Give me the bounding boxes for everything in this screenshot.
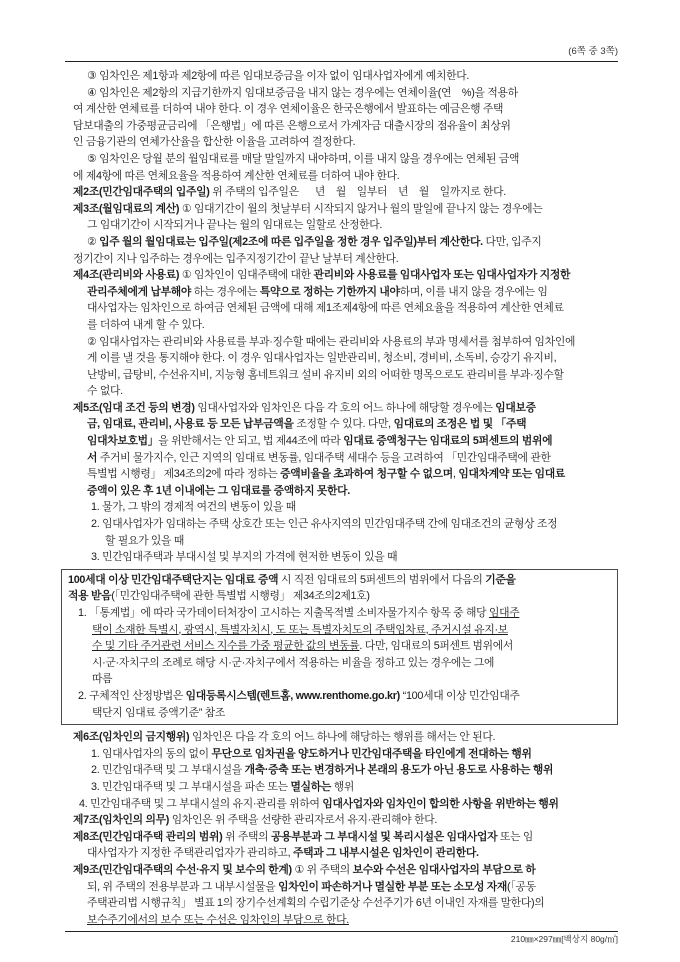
doc-line: 1. 「통계법」에 따라 국가데이터처장이 고시하는 지출목적별 소비자물가지수 항목 중 해당 임대주 bbox=[78, 607, 520, 619]
doc-line: 2. 민간임대주택 및 그 부대시설을 개축·증축 또는 변경하거나 본래의 용도가 아닌 용도로 사용하는 행위 bbox=[91, 764, 554, 777]
doc-line: 할 필요가 있을 때 bbox=[105, 534, 185, 547]
doc-line: 제4조(관리비와 사용료) ① 임차인이 임대주택에 대한 관리비와 사용료를 임대사업자 또는 임대사업자가 지정한 bbox=[73, 269, 571, 282]
clauses-before-box bbox=[65, 68, 618, 566]
doc-line: 대사업자가 지정한 주택관리업자가 관리하고, 주택과 그 내부시설은 임차인이 관리한다. bbox=[87, 847, 479, 860]
page-indicator: (6쪽 중 3쪽) bbox=[568, 46, 618, 57]
doc-line: ④ 임차인은 제2항의 지급기한까지 임대보증금을 내지 않는 경우에는 연체이율(연 %)을 적용하 bbox=[87, 86, 518, 99]
doc-line: 택단지 임대료 증액기준” 참조 bbox=[92, 706, 225, 719]
doc-line: 특별법 시행령」 제34조의2에 따라 정하는 증액비율을 초과하여 청구할 수 없으며, 임대차계약 또는 임대료 bbox=[87, 468, 566, 481]
doc-line: 게 이를 낼 것을 통지해야 한다. 이 경우 임대사업자는 일반관리비, 청소비, 경비비, 소독비, 승강기 유지비, bbox=[87, 352, 557, 365]
doc-line: 관리주체에게 납부해야 하는 경우에는 특약으로 정하는 기한까지 내야하며, 이를 내지 않을 경우에는 임 bbox=[87, 285, 548, 298]
doc-line: 인 금융기관의 연체가산율을 합산한 이율을 고려하여 결정한다. bbox=[73, 136, 356, 149]
doc-line: 3. 민간임대주택 및 그 부대시설을 파손 또는 멸실하는 행위 bbox=[91, 780, 355, 793]
document-body bbox=[65, 62, 618, 928]
doc-line: 증액이 있은 후 1년 이내에는 그 임대료를 증액하지 못한다. bbox=[87, 484, 350, 497]
doc-line: 제9조(민간임대주택의 수선·유지 및 보수의 한계) ① 위 주택의 보수와 수선은 임대사업자의 부담으로 하 bbox=[73, 863, 536, 876]
doc-line: 주택관리법 시행규칙」 별표 1의 장기수선계획의 수립기준상 수선주기가 6년 이내인 자재를 말한다)의 bbox=[87, 897, 545, 910]
doc-line: 담보대출의 가중평균금리에 「은행법」에 따른 은행으로서 가계자금 대출시장의 점유율이 최상위 bbox=[73, 119, 511, 132]
doc-line: ② 임대사업자는 관리비와 사용료를 부과·징수할 때에는 관리비와 사용료의 부과 명세서를 첨부하여 임차인에 bbox=[87, 335, 576, 348]
doc-line: ⑤ 임차인은 당월 분의 월임대료를 매달 말일까지 내야하며, 이를 내지 않을 경우에는 연체된 금액 bbox=[87, 152, 520, 165]
doc-line: 정기간이 지나 입주하는 경우에는 입주지정기간이 끝난 날부터 계산한다. bbox=[73, 252, 399, 265]
clauses-after-box bbox=[65, 729, 618, 928]
doc-line: 서 주거비 물가지수, 인근 지역의 임대료 변동률, 임대주택 세대수 등을 고려하여 「민간임대주택에 관한 bbox=[87, 451, 551, 464]
doc-line: 제3조(월임대료의 계산) ① 임대기간이 월의 첫날부터 시작되지 않거나 월의 말일에 끝나지 않는 경우에는 bbox=[73, 202, 543, 215]
doc-line: 여 계산한 연체료를 더하여 내야 한다. 이 경우 연체이율은 한국은행에서 발표하는 예금은행 주택 bbox=[73, 103, 504, 116]
doc-line: 를 더하여 내게 할 수 있다. bbox=[87, 318, 205, 331]
doc-line: 에 제4항에 따른 연체요율을 적용하여 계산한 연체료를 더하여 내야 한다. bbox=[73, 169, 400, 182]
doc-line: 적용 받음(「민간임대주택에 관한 특별법 시행령」 제34조의2제1호) bbox=[68, 590, 370, 603]
doc-line: 1. 물가, 그 밖의 경제적 여건의 변동이 있을 때 bbox=[91, 501, 296, 514]
doc-line: 대사업자는 임차인으로 하여금 연체된 금액에 대해 제1조제4항에 따른 연체요율을 적용하여 계산한 연체료 bbox=[87, 302, 564, 315]
doc-line: 100세대 이상 민간임대주택단지는 임대료 증액 시 직전 임대료의 5퍼센트의 범위에서 다음의 기준을 bbox=[68, 573, 516, 586]
doc-line: 금, 임대료, 관리비, 사용료 등 모든 납부금액을 조정할 수 있다. 다만, 임대료의 조정은 법 및 「주택 bbox=[87, 418, 527, 431]
doc-line: 4. 민간임대주택 및 그 부대시설의 유지·관리를 위하여 임대사업자와 임차인이 합의한 사항을 위반하는 행위 bbox=[79, 797, 559, 810]
doc-line: 제2조(민간임대주택의 입주일) 위 주택의 입주일은 년 월 일부터 년 월 일까지로 한다. bbox=[73, 186, 506, 199]
doc-line: 따름 bbox=[92, 673, 113, 686]
doc-line: 시·군·자치구의 조례로 해당 시·군·자치구에서 적용하는 비율을 정하고 있는 경우에는 그에 bbox=[92, 656, 495, 669]
doc-line: 제5조(임대 조건 등의 변경) 임대사업자와 임차인은 다음 각 호의 어느 하나에 해당할 경우에는 임대보증 bbox=[73, 401, 536, 414]
doc-line: ② 입주 월의 월임대료는 입주일(제2조에 따른 입주일을 정한 경우 입주일)부터 계산한다. 다만, 입주지 bbox=[87, 235, 542, 248]
doc-line: 수 없다. bbox=[87, 385, 123, 398]
doc-line: 보수주기에서의 보수 또는 수선은 임차인의 부담으로 한다. bbox=[87, 913, 350, 926]
doc-line: 난방비, 급탕비, 수선유지비, 지능형 홈네트워크 설비 유지비 외의 어떠한 명목으로도 관리비를 부과·징수할 bbox=[87, 368, 564, 381]
doc-line: 그 임대기간이 시작되거나 끝나는 월의 임대료는 일할로 산정한다. bbox=[87, 219, 383, 232]
doc-line: 제8조(민간임대주택 관리의 범위) 위 주택의 공용부분과 그 부대시설 및 복리시설은 임대사업자 또는 임 bbox=[73, 830, 534, 843]
doc-line: 수 및 기타 주거관련 서비스 지수를 가중 평균한 값의 변동률. 다만, 임대료의 5퍼센트 범위에서 bbox=[92, 640, 514, 653]
doc-line: 택이 소재한 특별시, 광역시, 특별자치시, 도 또는 특별자치도의 주택임차료, 주거시설 유지·보 bbox=[92, 623, 508, 636]
doc-line: 제7조(임차인의 의무) 임차인은 위 주택을 선량한 관리자로서 유지·관리해야 한다. bbox=[73, 814, 438, 827]
paper-spec: 210㎜×297㎜[백상지 80g/㎡] bbox=[510, 934, 618, 945]
doc-line: 3. 민간임대주택과 부대시설 및 부지의 가격에 현저한 변동이 있을 때 bbox=[91, 551, 398, 564]
doc-line: 제6조(임차인의 금지행위) 임차인은 다음 각 호의 어느 하나에 해당하는 행위를 해서는 안 된다. bbox=[73, 731, 496, 744]
doc-line: ③ 임차인은 제1항과 제2항에 따른 임대보증금을 이자 없이 임대사업자에게 예치한다. bbox=[87, 70, 470, 82]
doc-line: 2. 임대사업자가 임대하는 주택 상호간 또는 인근 유사지역의 민간임대주택 간에 임대조건의 균형상 조정 bbox=[91, 518, 558, 531]
doc-line: 1. 임대사업자의 동의 없이 무단으로 임차권을 양도하거나 민간임대주택을 타인에게 전대하는 행위 bbox=[91, 747, 532, 760]
rent-increase-criteria-box bbox=[61, 569, 618, 725]
doc-line: 되, 위 주택의 전용부분과 그 내부시설물을 임차인이 파손하거나 멸실한 부분 또는 소모성 자재(「공동 bbox=[87, 880, 536, 893]
doc-line: 2. 구체적인 산정방법은 임대등록시스템(렌트홈, www.renthome.go.kr) “100세대 이상 민간임대주 bbox=[78, 689, 520, 702]
doc-line: 임대차보호법」을 위반해서는 안 되고, 법 제44조에 따라 임대료 증액청구는 임대료의 5퍼센트의 범위에 bbox=[87, 435, 553, 448]
